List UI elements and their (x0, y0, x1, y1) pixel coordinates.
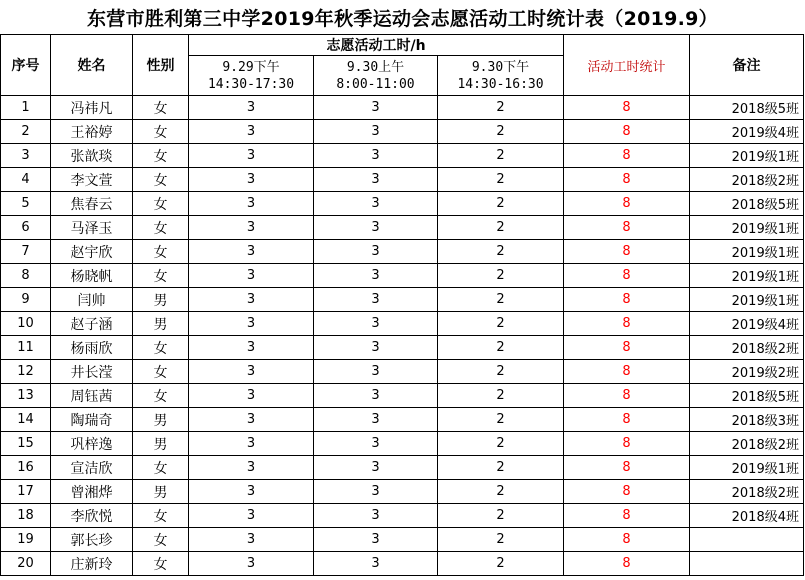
cell-session-3-hours: 2 (438, 432, 564, 456)
table-row (1, 480, 804, 504)
cell-name: 曾湘烨 (51, 480, 133, 504)
session-1-day: 9.29下午 (222, 59, 280, 75)
table-row (1, 312, 804, 336)
cell-name: 周钰茜 (51, 384, 133, 408)
table-row (1, 264, 804, 288)
cell-session-3-hours: 2 (438, 528, 564, 552)
cell-session-3-hours: 2 (438, 288, 564, 312)
cell-session-2-hours: 3 (314, 120, 438, 144)
table-row (1, 144, 804, 168)
cell-session-1-hours: 3 (189, 504, 314, 528)
cell-index: 12 (1, 360, 51, 384)
cell-session-2-hours: 3 (314, 480, 438, 504)
cell-session-1-hours: 3 (189, 456, 314, 480)
cell-total-hours: 8 (564, 552, 690, 576)
cell-gender: 女 (133, 456, 189, 480)
cell-note (690, 552, 804, 576)
cell-note: 2018级3班 (690, 408, 804, 432)
session-2-day: 9.30上午 (346, 59, 405, 75)
cell-gender: 男 (133, 408, 189, 432)
cell-session-3-hours: 2 (438, 192, 564, 216)
cell-total-hours: 8 (564, 504, 690, 528)
cell-note: 2018级5班 (690, 96, 804, 120)
cell-note (690, 528, 804, 552)
table-row (1, 336, 804, 360)
cell-note: 2018级5班 (690, 192, 804, 216)
cell-gender: 女 (133, 168, 189, 192)
cell-session-1-hours: 3 (189, 264, 314, 288)
table-row (1, 528, 804, 552)
cell-session-2-hours: 3 (314, 264, 438, 288)
cell-session-2-hours: 3 (314, 360, 438, 384)
cell-session-2-hours: 3 (314, 552, 438, 576)
cell-index: 3 (1, 144, 51, 168)
cell-note: 2018级2班 (690, 168, 804, 192)
cell-session-3-hours: 2 (438, 552, 564, 576)
cell-name: 宣洁欣 (51, 456, 133, 480)
cell-index: 18 (1, 504, 51, 528)
cell-note: 2019级4班 (690, 312, 804, 336)
cell-gender: 女 (133, 384, 189, 408)
session-3-day: 9.30下午 (471, 59, 530, 75)
cell-index: 13 (1, 384, 51, 408)
cell-session-3-hours: 2 (438, 312, 564, 336)
cell-gender: 女 (133, 360, 189, 384)
cell-name: 张歆琰 (51, 144, 133, 168)
table-row (1, 240, 804, 264)
cell-session-1-hours: 3 (189, 432, 314, 456)
cell-gender: 男 (133, 288, 189, 312)
cell-name: 庄新玲 (51, 552, 133, 576)
sheet-title: 东营市胜利第三中学2019年秋季运动会志愿活动工时统计表（2019.9） (86, 7, 718, 30)
session-3-time: 14:30-16:30 (457, 76, 544, 92)
cell-index: 20 (1, 552, 51, 576)
cell-session-1-hours: 3 (189, 288, 314, 312)
cell-session-1-hours: 3 (189, 360, 314, 384)
cell-index: 4 (1, 168, 51, 192)
cell-session-2-hours: 3 (314, 216, 438, 240)
table-row (1, 408, 804, 432)
cell-session-1-hours: 3 (189, 144, 314, 168)
header-gender: 性别 (133, 35, 189, 96)
cell-gender: 女 (133, 552, 189, 576)
cell-session-3-hours: 2 (438, 216, 564, 240)
cell-gender: 女 (133, 240, 189, 264)
cell-session-2-hours: 3 (314, 144, 438, 168)
cell-session-3-hours: 2 (438, 480, 564, 504)
cell-total-hours: 8 (564, 192, 690, 216)
header-hours-group: 志愿活动工时/h (189, 35, 564, 56)
cell-session-3-hours: 2 (438, 504, 564, 528)
header-note: 备注 (690, 35, 804, 96)
cell-name: 杨雨欣 (51, 336, 133, 360)
cell-note: 2019级1班 (690, 144, 804, 168)
cell-note: 2018级4班 (690, 504, 804, 528)
cell-total-hours: 8 (564, 312, 690, 336)
cell-gender: 女 (133, 96, 189, 120)
cell-session-1-hours: 3 (189, 336, 314, 360)
cell-name: 李文萱 (51, 168, 133, 192)
cell-total-hours: 8 (564, 408, 690, 432)
cell-total-hours: 8 (564, 144, 690, 168)
cell-index: 17 (1, 480, 51, 504)
cell-name: 闫帅 (51, 288, 133, 312)
cell-index: 2 (1, 120, 51, 144)
header-session-1 (189, 56, 314, 96)
cell-name: 李欣悦 (51, 504, 133, 528)
header-session-2 (314, 56, 438, 96)
cell-note: 2018级2班 (690, 432, 804, 456)
cell-session-2-hours: 3 (314, 288, 438, 312)
cell-session-2-hours: 3 (314, 96, 438, 120)
cell-session-2-hours: 3 (314, 168, 438, 192)
cell-gender: 女 (133, 144, 189, 168)
cell-session-2-hours: 3 (314, 336, 438, 360)
table-row (1, 360, 804, 384)
cell-gender: 女 (133, 192, 189, 216)
table-row (1, 216, 804, 240)
table-row (1, 168, 804, 192)
session-1-time: 14:30-17:30 (207, 76, 295, 92)
cell-index: 19 (1, 528, 51, 552)
cell-total-hours: 8 (564, 120, 690, 144)
cell-session-3-hours: 2 (438, 120, 564, 144)
cell-note: 2019级1班 (690, 240, 804, 264)
cell-total-hours: 8 (564, 360, 690, 384)
cell-note: 2018级2班 (690, 480, 804, 504)
cell-session-2-hours: 3 (314, 312, 438, 336)
cell-index: 15 (1, 432, 51, 456)
cell-note: 2019级1班 (690, 288, 804, 312)
cell-note: 2019级1班 (690, 456, 804, 480)
cell-total-hours: 8 (564, 240, 690, 264)
cell-session-3-hours: 2 (438, 408, 564, 432)
cell-gender: 男 (133, 432, 189, 456)
cell-session-1-hours: 3 (189, 168, 314, 192)
cell-gender: 女 (133, 264, 189, 288)
cell-session-3-hours: 2 (438, 240, 564, 264)
table-row (1, 96, 804, 120)
cell-index: 1 (1, 96, 51, 120)
cell-index: 16 (1, 456, 51, 480)
cell-gender: 女 (133, 120, 189, 144)
cell-session-3-hours: 2 (438, 96, 564, 120)
cell-session-2-hours: 3 (314, 456, 438, 480)
table-row (1, 456, 804, 480)
cell-session-1-hours: 3 (189, 312, 314, 336)
cell-session-3-hours: 2 (438, 336, 564, 360)
cell-gender: 女 (133, 504, 189, 528)
cell-name: 冯祎凡 (51, 96, 133, 120)
cell-gender: 女 (133, 336, 189, 360)
cell-session-2-hours: 3 (314, 432, 438, 456)
cell-name: 赵子涵 (51, 312, 133, 336)
cell-index: 11 (1, 336, 51, 360)
header-total: 活动工时统计 (564, 35, 690, 96)
cell-total-hours: 8 (564, 384, 690, 408)
cell-name: 赵宇欣 (51, 240, 133, 264)
cell-note: 2019级1班 (690, 216, 804, 240)
cell-total-hours: 8 (564, 528, 690, 552)
cell-session-2-hours: 3 (314, 240, 438, 264)
cell-session-3-hours: 2 (438, 456, 564, 480)
cell-session-1-hours: 3 (189, 480, 314, 504)
cell-index: 9 (1, 288, 51, 312)
cell-session-1-hours: 3 (189, 384, 314, 408)
cell-session-3-hours: 2 (438, 144, 564, 168)
cell-gender: 男 (133, 480, 189, 504)
cell-name: 王裕婷 (51, 120, 133, 144)
cell-total-hours: 8 (564, 264, 690, 288)
cell-index: 7 (1, 240, 51, 264)
cell-session-1-hours: 3 (189, 216, 314, 240)
cell-total-hours: 8 (564, 432, 690, 456)
table-body (1, 96, 804, 576)
cell-session-3-hours: 2 (438, 360, 564, 384)
cell-name: 巩梓逸 (51, 432, 133, 456)
cell-total-hours: 8 (564, 288, 690, 312)
cell-session-1-hours: 3 (189, 192, 314, 216)
cell-session-2-hours: 3 (314, 528, 438, 552)
table-row (1, 192, 804, 216)
cell-name: 陶瑞奇 (51, 408, 133, 432)
cell-total-hours: 8 (564, 216, 690, 240)
cell-session-1-hours: 3 (189, 552, 314, 576)
cell-session-2-hours: 3 (314, 408, 438, 432)
cell-name: 井长滢 (51, 360, 133, 384)
cell-note: 2019级4班 (690, 120, 804, 144)
cell-gender: 女 (133, 528, 189, 552)
cell-session-1-hours: 3 (189, 408, 314, 432)
cell-total-hours: 8 (564, 336, 690, 360)
table-row (1, 288, 804, 312)
cell-name: 杨晓帆 (51, 264, 133, 288)
cell-note: 2019级1班 (690, 264, 804, 288)
cell-note: 2018级5班 (690, 384, 804, 408)
table-row (1, 552, 804, 576)
table-row (1, 384, 804, 408)
cell-name: 郭长珍 (51, 528, 133, 552)
header-index: 序号 (1, 35, 51, 96)
cell-gender: 女 (133, 216, 189, 240)
cell-total-hours: 8 (564, 96, 690, 120)
cell-total-hours: 8 (564, 480, 690, 504)
cell-index: 10 (1, 312, 51, 336)
table-row (1, 432, 804, 456)
cell-gender: 男 (133, 312, 189, 336)
table-row (1, 504, 804, 528)
cell-session-1-hours: 3 (189, 120, 314, 144)
cell-session-3-hours: 2 (438, 168, 564, 192)
cell-total-hours: 8 (564, 456, 690, 480)
cell-total-hours: 8 (564, 168, 690, 192)
cell-index: 5 (1, 192, 51, 216)
cell-index: 14 (1, 408, 51, 432)
volunteer-hours-table (0, 34, 804, 576)
cell-index: 8 (1, 264, 51, 288)
cell-session-1-hours: 3 (189, 96, 314, 120)
cell-session-1-hours: 3 (189, 240, 314, 264)
cell-session-1-hours: 3 (189, 528, 314, 552)
cell-session-2-hours: 3 (314, 192, 438, 216)
table-row (1, 120, 804, 144)
header-session-3 (438, 56, 564, 96)
cell-index: 6 (1, 216, 51, 240)
cell-name: 马泽玉 (51, 216, 133, 240)
cell-note: 2019级2班 (690, 360, 804, 384)
header-name: 姓名 (51, 35, 133, 96)
cell-session-2-hours: 3 (314, 504, 438, 528)
cell-session-2-hours: 3 (314, 384, 438, 408)
session-2-time: 8:00-11:00 (336, 76, 415, 92)
cell-session-3-hours: 2 (438, 264, 564, 288)
cell-name: 焦春云 (51, 192, 133, 216)
cell-session-3-hours: 2 (438, 384, 564, 408)
cell-note: 2018级2班 (690, 336, 804, 360)
